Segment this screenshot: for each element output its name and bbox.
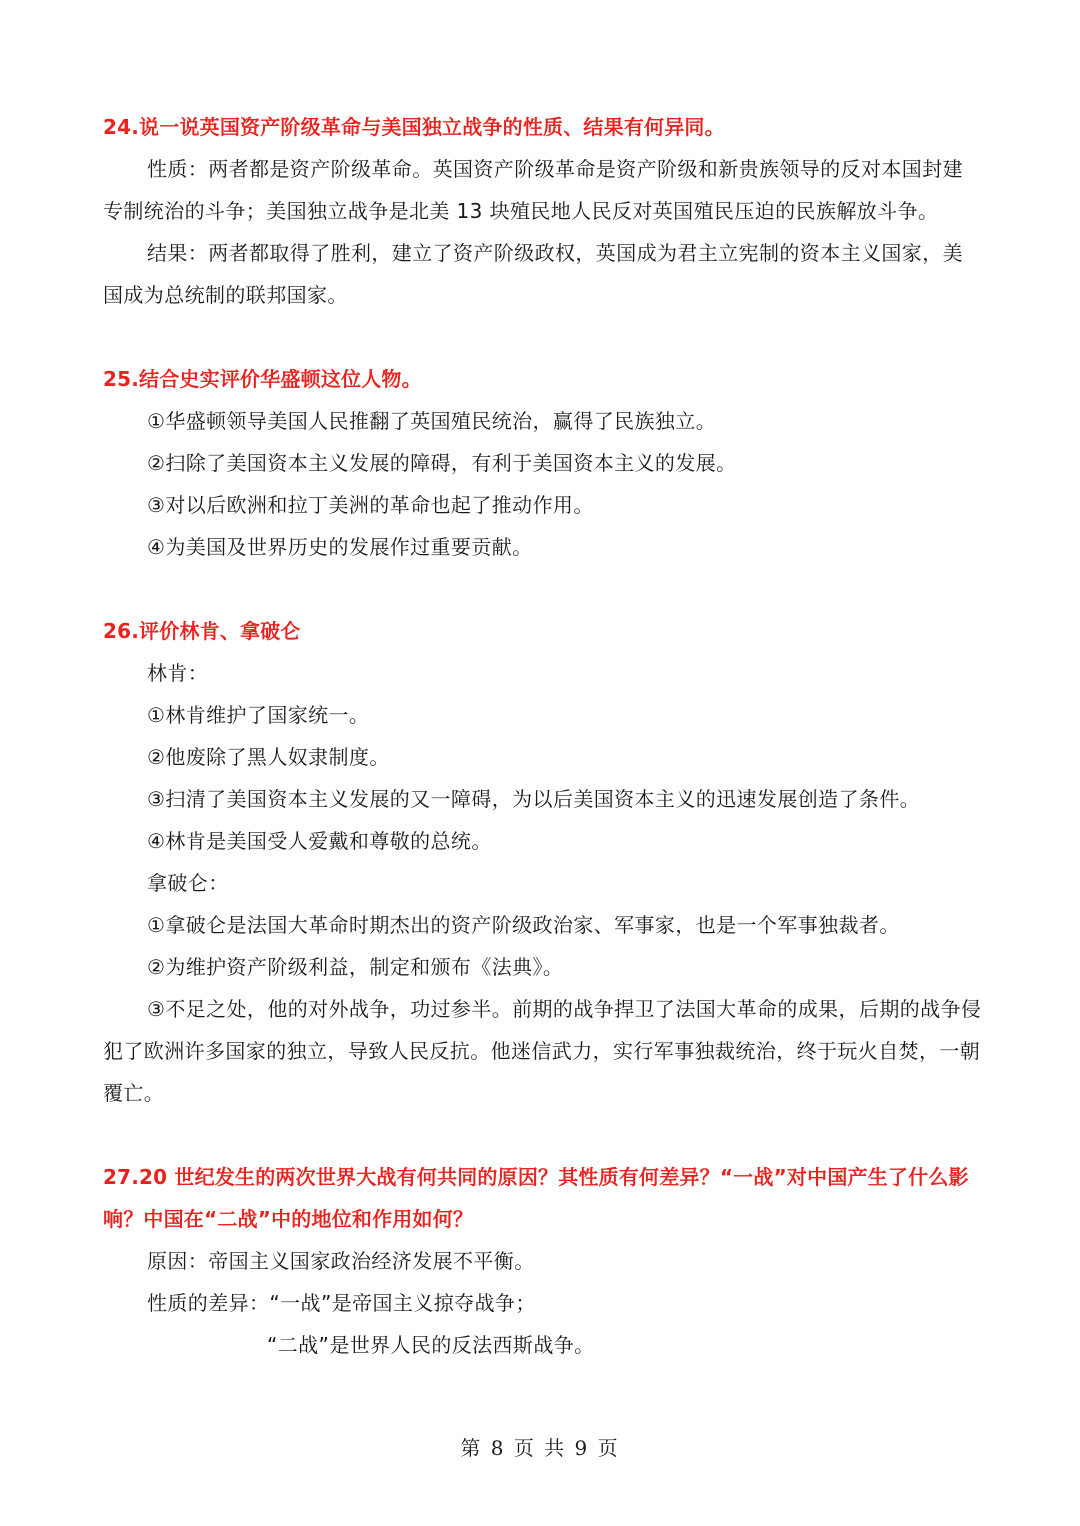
answer-paragraph: 拿破仑： bbox=[147, 871, 229, 895]
question-24 bbox=[103, 106, 983, 316]
answer-paragraph: ④林肯是美国受人爱戴和尊敬的总统。 bbox=[147, 829, 492, 853]
question-title: 24.说一说英国资产阶级革命与美国独立战争的性质、结果有何异同。 bbox=[103, 115, 725, 139]
answer-paragraph: ②为维护资产阶级利益，制定和颁布《法典》。 bbox=[147, 955, 564, 979]
answer-paragraph: 结果：两者都取得了胜利，建立了资产阶级政权，英国成为君主立宪制的资本主义国家，美国成为总统制的联邦国家。 bbox=[103, 241, 963, 307]
page-number-footer: 第 8 页 共 9 页 bbox=[460, 1436, 620, 1460]
answer-paragraph: ①林肯维护了国家统一。 bbox=[147, 703, 370, 727]
answer-paragraph: ④为美国及世界历史的发展作过重要贡献。 bbox=[147, 535, 533, 559]
question-title: 27.20 世纪发生的两次世界大战有何共同的原因？其性质有何差异？“一战”对中国产生了什么影响？中国在“二战”中的地位和作用如何？ bbox=[103, 1165, 969, 1231]
question-27 bbox=[103, 1156, 983, 1366]
question-title: 25.结合史实评价华盛顿这位人物。 bbox=[103, 367, 422, 391]
question-26 bbox=[103, 610, 983, 1114]
answer-paragraph: ①拿破仑是法国大革命时期杰出的资产阶级政治家、军事家，也是一个军事独裁者。 bbox=[147, 913, 900, 937]
answer-paragraph: 性质的差异：“一战”是帝国主义掠夺战争； bbox=[147, 1291, 536, 1315]
answer-paragraph: 原因：帝国主义国家政治经济发展不平衡。 bbox=[147, 1249, 535, 1273]
answer-paragraph: 性质：两者都是资产阶级革命。英国资产阶级革命是资产阶级和新贵族领导的反对本国封建专制统治的斗争；美国独立战争是北美 13 块殖民地人民反对英国殖民压迫的民族解放斗争。 bbox=[103, 157, 963, 223]
question-title: 26.评价林肯、拿破仑 bbox=[103, 619, 301, 643]
page-content bbox=[103, 106, 983, 1408]
answer-paragraph: ①华盛顿领导美国人民推翻了英国殖民统治，赢得了民族独立。 bbox=[147, 409, 717, 433]
answer-paragraph: ③对以后欧洲和拉丁美洲的革命也起了推动作用。 bbox=[147, 493, 594, 517]
answer-continuation: “二战”是世界人民的反法西斯战争。 bbox=[267, 1333, 595, 1357]
answer-paragraph: ③不足之处，他的对外战争，功过参半。前期的战争捍卫了法国大革命的成果，后期的战争侵犯了欧洲许多国家的独立，导致人民反抗。他迷信武力，实行军事独裁统治，终于玩火自焚，一朝覆亡。 bbox=[103, 997, 982, 1105]
answer-paragraph: ③扫清了美国资本主义发展的又一障碍，为以后美国资本主义的迅速发展创造了条件。 bbox=[147, 787, 921, 811]
answer-paragraph: ②他废除了黑人奴隶制度。 bbox=[147, 745, 390, 769]
question-25 bbox=[103, 358, 983, 568]
answer-paragraph: ②扫除了美国资本主义发展的障碍，有利于美国资本主义的发展。 bbox=[147, 451, 737, 475]
answer-paragraph: 林肯： bbox=[147, 661, 209, 685]
